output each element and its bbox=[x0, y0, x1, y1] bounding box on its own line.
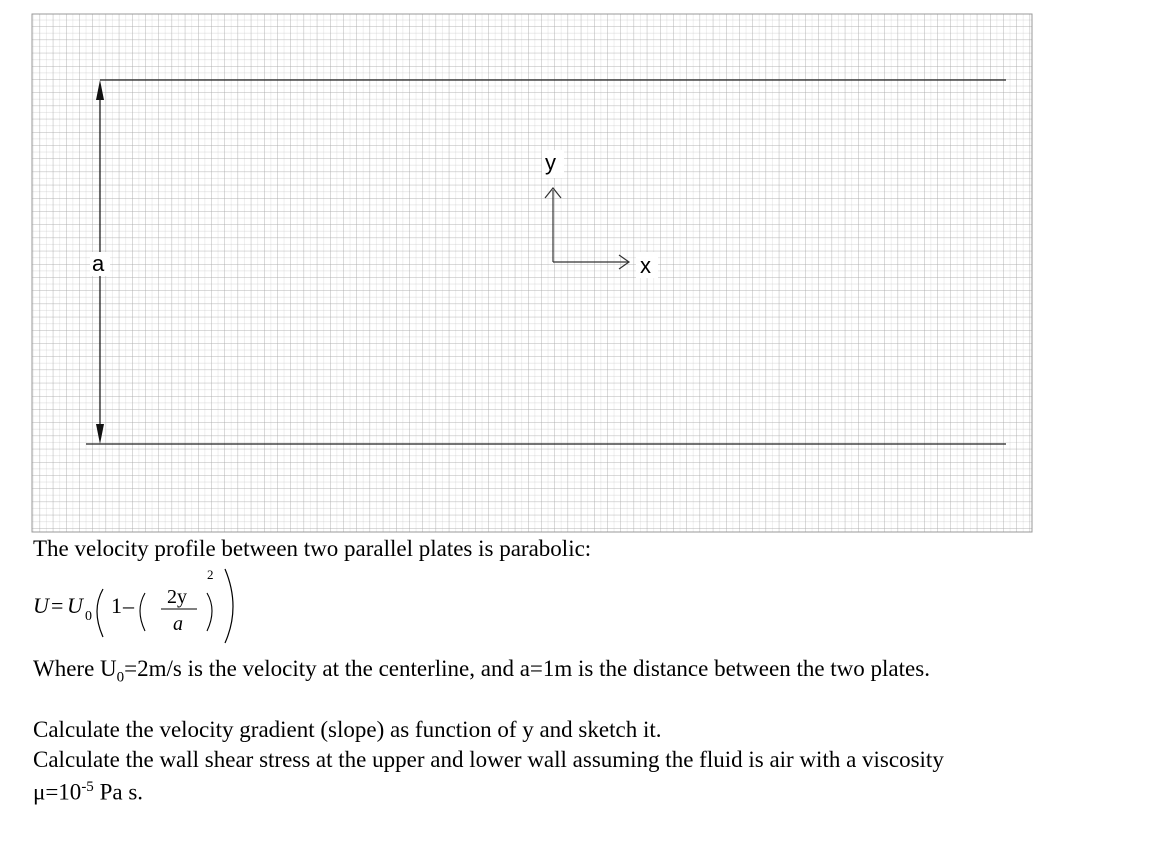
eq-equals: = bbox=[51, 593, 64, 618]
intro-text: The velocity profile between two parallel plates is parabolic: bbox=[33, 536, 592, 561]
mu-exp: -5 bbox=[81, 779, 94, 795]
eq-numerator: 2y bbox=[167, 586, 187, 608]
viscosity-text bbox=[33, 779, 143, 806]
where-post: =2m/s is the velocity at the centerline, and a=1m is the distance between the two plates. bbox=[124, 656, 930, 681]
task-1-text: Calculate the velocity gradient (slope) as function of y and sketch it. bbox=[33, 717, 662, 742]
graph-grid bbox=[32, 14, 1032, 532]
mu-post: Pa s. bbox=[93, 779, 144, 805]
eq-coef-sub: 0 bbox=[85, 609, 92, 624]
eq-lhs: U bbox=[33, 593, 49, 618]
equation-svg bbox=[33, 565, 273, 645]
outer-left-paren bbox=[97, 589, 103, 637]
inner-right-paren bbox=[207, 593, 212, 631]
velocity-equation bbox=[33, 565, 273, 645]
where-text bbox=[33, 656, 930, 687]
y-axis-label: y bbox=[545, 150, 556, 175]
eq-denominator: a bbox=[173, 613, 183, 635]
mu-pre: μ=10 bbox=[33, 779, 82, 805]
dimension-label-a: a bbox=[92, 251, 105, 276]
eq-minus: – bbox=[123, 593, 134, 618]
task-2-text: Calculate the wall shear stress at the upper and lower wall assuming the fluid is air with a viscosity bbox=[33, 747, 944, 772]
inner-left-paren bbox=[140, 593, 145, 631]
outer-right-paren bbox=[225, 569, 233, 643]
eq-coef: U bbox=[67, 593, 83, 618]
where-pre: Where U bbox=[33, 656, 117, 681]
x-axis-label: x bbox=[640, 253, 651, 278]
eq-one: 1 bbox=[111, 593, 122, 618]
eq-exponent: 2 bbox=[207, 567, 214, 582]
where-sub: 0 bbox=[116, 669, 125, 686]
